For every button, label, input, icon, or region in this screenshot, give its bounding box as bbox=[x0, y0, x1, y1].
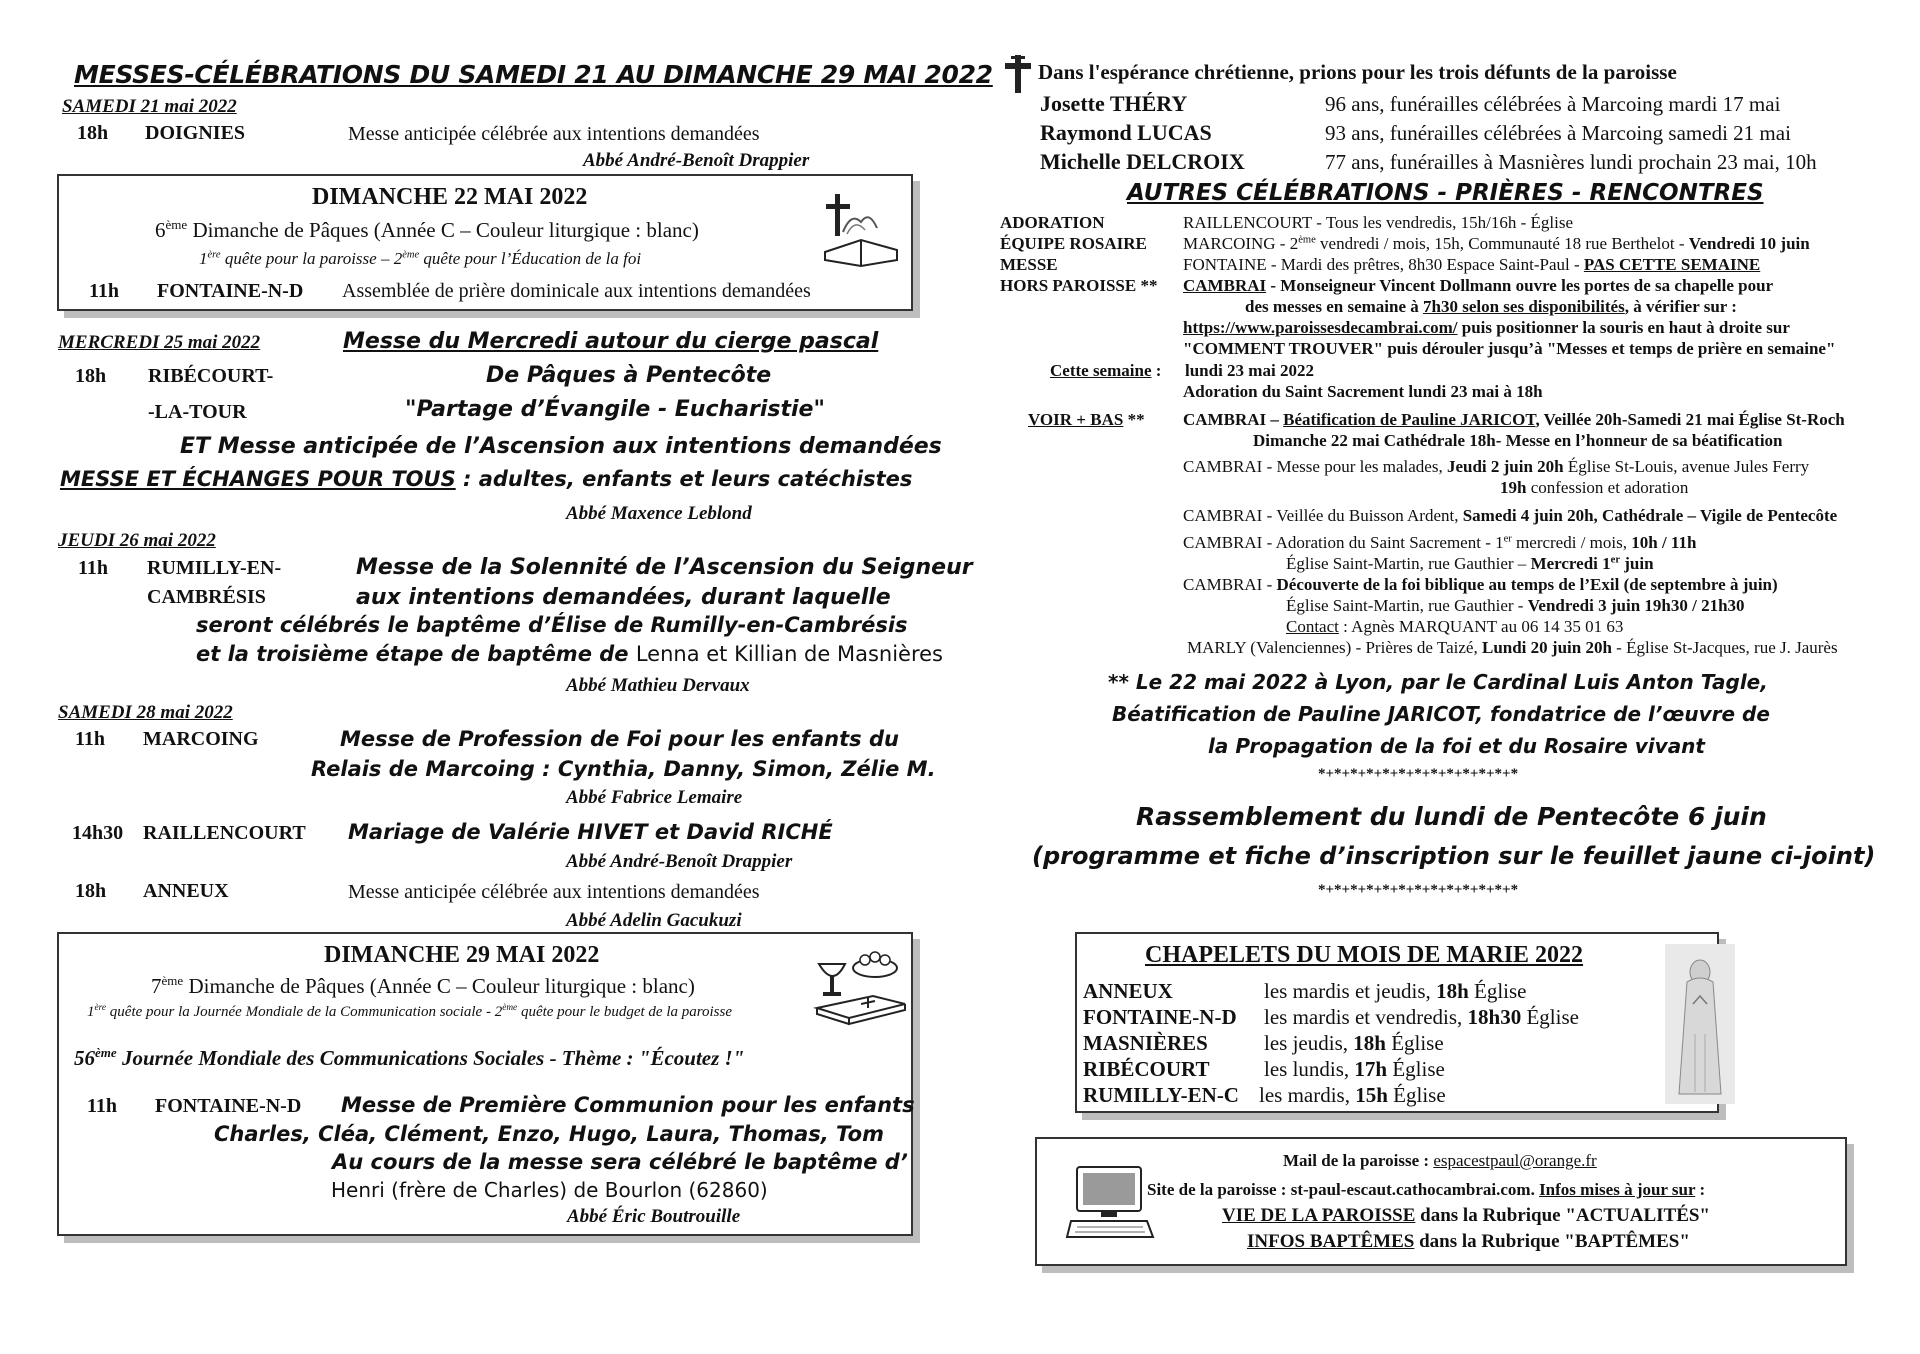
label-hors-paroisse: HORS PAROISSE ** bbox=[1000, 276, 1158, 295]
sun22-q-num: 1 bbox=[199, 249, 208, 268]
c6a: MARLY (Valenciennes) - Prières de Taizé, bbox=[1187, 638, 1482, 657]
text-cambrai-5-line2 bbox=[1286, 596, 1745, 616]
desc-samedi-21: Messe anticipée célébrée aux intentions demandées bbox=[348, 123, 760, 145]
hors-l2b: 7h30 selon ses disponibilités bbox=[1423, 297, 1625, 316]
sun29-sup: ème bbox=[161, 973, 184, 988]
c4f: juin bbox=[1620, 554, 1654, 573]
ch2c: Église bbox=[1385, 1031, 1444, 1055]
box-dimanche-29 bbox=[57, 932, 913, 1236]
c2c: Église St-Louis, avenue Jules Ferry bbox=[1563, 457, 1810, 476]
sun29-q-sup1: ère bbox=[94, 1003, 107, 1013]
priest-dimanche-29: Abbé Éric Boutrouille bbox=[567, 1206, 741, 1227]
ch2b: 18h bbox=[1353, 1031, 1386, 1055]
c1b: Béatification de Pauline JARICOT bbox=[1283, 410, 1536, 429]
text-cambrai-2-line1 bbox=[1183, 457, 1809, 477]
bapteme-etape-names: Lenna et Killian de Masnières bbox=[635, 642, 943, 666]
text-hors-line3 bbox=[1183, 318, 1790, 338]
text-jeudi-26-line2: aux intentions demandées, durant laquelle bbox=[356, 585, 891, 610]
chapelets-title: CHAPELETS DU MOIS DE MARIE 2022 bbox=[1145, 942, 1584, 968]
sun22-q-text1: quête pour la paroisse – 2 bbox=[220, 249, 403, 268]
mail-line bbox=[1283, 1151, 1597, 1171]
quete-dimanche-29 bbox=[87, 1004, 732, 1021]
text-marly bbox=[1187, 638, 1838, 658]
chapelet-schedule bbox=[1264, 1005, 1579, 1030]
infos-baptemes-link[interactable]: INFOS BAPTÊMES bbox=[1247, 1231, 1415, 1252]
text-cambrai-1-line1 bbox=[1183, 410, 1845, 430]
vie-paroisse-text: dans la Rubrique "ACTUALITÉS" bbox=[1415, 1205, 1710, 1226]
messe-b: PAS CETTE SEMAINE bbox=[1583, 255, 1761, 274]
text-jeudi-26-line4 bbox=[196, 642, 943, 666]
time-marcoing: 11h bbox=[75, 728, 106, 750]
text-mercredi-25-line4 bbox=[60, 467, 912, 491]
text-cambrai-4-line1 bbox=[1183, 533, 1696, 553]
text-adoration: RAILLENCOURT - Tous les vendredis, 15h/16h - Église bbox=[1183, 213, 1574, 232]
contact-box bbox=[1035, 1137, 1847, 1266]
defunt-name: Raymond LUCAS bbox=[1040, 120, 1212, 145]
priest-mercredi-25: Abbé Maxence Leblond bbox=[566, 503, 752, 524]
site-colon: : bbox=[1695, 1180, 1706, 1199]
paroisses-link[interactable]: https://www.paroissesdecambrai.com/ bbox=[1183, 318, 1458, 337]
lyon-line2: Béatification de Pauline JARICOT, fondatrice de l’œuvre de bbox=[1112, 702, 1770, 726]
c2a: CAMBRAI - Messe pour les malades, bbox=[1183, 457, 1447, 476]
sun29-q-text2: quête pour le budget de la paroisse bbox=[517, 1004, 733, 1020]
subtitle-dimanche-22 bbox=[155, 218, 699, 243]
text-semaine-line1: lundi 23 mai 2022 bbox=[1185, 361, 1314, 380]
chalice-bible-icon bbox=[813, 946, 909, 1036]
text-marcoing-line1: Messe de Profession de Foi pour les enfants du bbox=[340, 727, 899, 751]
ch0c: Église bbox=[1468, 979, 1527, 1003]
chapelet-schedule bbox=[1259, 1083, 1446, 1108]
sun29-q-text1: quête pour la Journée Mondiale de la Communication sociale - 2 bbox=[106, 1004, 503, 1020]
text-mercredi-25-line3: ET Messe anticipée de l’Ascension aux intentions demandées bbox=[180, 434, 942, 459]
hors-l2c: , à vérifier sur : bbox=[1624, 297, 1737, 316]
chapelet-place: MASNIÈRES bbox=[1083, 1031, 1208, 1055]
journee-sup: ème bbox=[95, 1045, 117, 1060]
text-jeudi-26-line3: seront célébrés le baptême d’Élise de Rumilly-en-Cambrésis bbox=[196, 613, 908, 637]
text-hors-line4: "COMMENT TROUVER" puis dérouler jusqu’à "Messes et temps de prière en semaine" bbox=[1183, 339, 1836, 358]
sun29-q-num: 1 bbox=[87, 1004, 95, 1020]
text-cambrai-5-line1 bbox=[1183, 575, 1778, 595]
journee-mondiale bbox=[74, 1046, 744, 1071]
lyon-line1: ** Le 22 mai 2022 à Lyon, par le Cardinal Luis Anton Tagle, bbox=[1108, 670, 1768, 694]
c1a: CAMBRAI – bbox=[1183, 410, 1284, 429]
rassemblement-line1: Rassemblement du lundi de Pentecôte 6 juin bbox=[1136, 802, 1767, 831]
time-raillencourt: 14h30 bbox=[72, 822, 124, 844]
c4d: Église Saint-Martin, rue Gauthier – bbox=[1286, 554, 1531, 573]
mail-link[interactable]: espacestpaul@orange.fr bbox=[1433, 1151, 1597, 1170]
title-dimanche-22: DIMANCHE 22 MAI 2022 bbox=[312, 184, 588, 210]
text-anneux: Messe anticipée célébrée aux intentions demandées bbox=[348, 881, 760, 903]
ch4a: les mardis, bbox=[1259, 1083, 1356, 1107]
c3a: CAMBRAI - Veillée du Buisson Ardent, bbox=[1183, 506, 1463, 525]
c5d: Vendredi 3 juin 19h30 / 21h30 bbox=[1527, 596, 1745, 615]
time-anneux: 18h bbox=[75, 880, 107, 902]
c4c: 10h / 11h bbox=[1631, 533, 1697, 552]
c2b: Jeudi 2 juin 20h bbox=[1446, 457, 1564, 476]
hors-l3: puis positionner la souris en haut à droite sur bbox=[1457, 318, 1790, 337]
c4esup: er bbox=[1610, 554, 1621, 566]
place-mercredi-25-line2: -LA-TOUR bbox=[148, 401, 247, 423]
headline-mercredi-25: Messe du Mercredi autour du cierge pascal bbox=[343, 329, 879, 354]
text-dimanche-29-line1: Messe de Première Communion pour les enfants bbox=[341, 1093, 915, 1117]
chapelet-schedule bbox=[1264, 979, 1527, 1004]
c5c: Église Saint-Martin, rue Gauthier - bbox=[1286, 596, 1528, 615]
c6c: - Église St-Jacques, rue J. Jaurès bbox=[1611, 638, 1838, 657]
text-cambrai-2-line2 bbox=[1500, 478, 1688, 498]
ch1b: 18h30 bbox=[1467, 1005, 1522, 1029]
defunt-name: Josette THÉRY bbox=[1040, 91, 1188, 116]
autres-title: AUTRES CÉLÉBRATIONS - PRIÈRES - RENCONTRES bbox=[1127, 180, 1764, 206]
text-cambrai-3 bbox=[1183, 506, 1837, 526]
ch1c: Église bbox=[1521, 1005, 1579, 1029]
sun29-num: 7 bbox=[151, 974, 162, 998]
messe-echanges-text: : adultes, enfants et leurs catéchistes bbox=[455, 467, 913, 491]
c5f: : Agnès MARQUANT au 06 14 35 01 63 bbox=[1338, 617, 1624, 636]
label-voir-plus-bas bbox=[1028, 410, 1145, 430]
c5b: Découverte de la foi biblique au temps de l’Exil (de septembre à juin) bbox=[1276, 575, 1778, 594]
chapelet-place: RIBÉCOURT bbox=[1083, 1057, 1210, 1081]
ch0a: les mardis et jeudis, bbox=[1264, 979, 1437, 1003]
sun29-q-sup2: ème bbox=[502, 1003, 518, 1013]
sun22-num: 6 bbox=[155, 218, 166, 242]
text-raillencourt: Mariage de Valérie HIVET et David RICHÉ bbox=[348, 820, 833, 844]
voir-label: VOIR + BAS bbox=[1028, 410, 1124, 429]
ch0b: 18h bbox=[1436, 979, 1469, 1003]
priest-raillencourt: Abbé André-Benoît Drappier bbox=[566, 851, 793, 872]
priest-samedi-21: Abbé André-Benoît Drappier bbox=[583, 150, 810, 171]
place-mercredi-25-line1: RIBÉCOURT- bbox=[148, 365, 274, 387]
c3b: Samedi 4 juin 20h, Cathédrale – Vigile de Pentecôte bbox=[1462, 506, 1838, 525]
c5a: CAMBRAI - bbox=[1183, 575, 1277, 594]
sun22-q-sup2: ème bbox=[402, 249, 420, 261]
rosaire-b: vendredi / mois, 15h, Communauté 18 rue Berthelot - bbox=[1315, 234, 1689, 253]
vie-paroisse-line bbox=[1222, 1205, 1710, 1227]
semaine-label: Cette semaine bbox=[1050, 361, 1152, 380]
ch3a: les lundis, bbox=[1264, 1057, 1355, 1081]
ch2a: les jeudis, bbox=[1264, 1031, 1354, 1055]
bapteme-etape-text: et la troisième étape de baptême de bbox=[196, 642, 636, 666]
c4a: CAMBRAI - Adoration du Saint Sacrement - 1 bbox=[1183, 533, 1504, 552]
voir-stars: ** bbox=[1123, 410, 1145, 429]
text-messe bbox=[1183, 255, 1760, 275]
text-mercredi-25-line1: De Pâques à Pentecôte bbox=[486, 363, 772, 388]
desc-dimanche-22: Assemblée de prière dominicale aux intentions demandées bbox=[342, 280, 811, 302]
site-info: Infos mises à jour sur bbox=[1539, 1180, 1696, 1199]
text-hors-line2 bbox=[1245, 297, 1737, 317]
messe-a: FONTAINE - Mardi des prêtres, 8h30 Espace Saint-Paul - bbox=[1183, 255, 1584, 274]
text-dimanche-29-line3: Au cours de la messe sera célébré le baptême d’ bbox=[332, 1150, 908, 1174]
lyon-line3: la Propagation de la foi et du Rosaire vivant bbox=[1208, 734, 1705, 758]
place-marcoing: MARCOING bbox=[143, 728, 259, 750]
text-cambrai-4-line2 bbox=[1286, 554, 1654, 574]
title-dimanche-29: DIMANCHE 29 MAI 2022 bbox=[324, 942, 600, 968]
chapelet-place: ANNEUX bbox=[1083, 979, 1173, 1003]
priest-jeudi-26: Abbé Mathieu Dervaux bbox=[566, 675, 750, 696]
sun22-sub-text: Dimanche de Pâques (Année C – Couleur liturgique : blanc) bbox=[187, 218, 699, 242]
text-cambrai-5-line3 bbox=[1286, 617, 1623, 637]
journee-num: 56 bbox=[74, 1046, 95, 1070]
c4e: Mercredi 1 bbox=[1530, 554, 1611, 573]
text-marcoing-line2: Relais de Marcoing : Cynthia, Danny, Simon, Zélie M. bbox=[311, 757, 936, 781]
star-divider-top: *+*+*+*+*+*+*+*+*+*+*+*+* bbox=[1318, 766, 1519, 782]
defunt-info: 93 ans, funérailles célébrées à Marcoing samedi 21 mai bbox=[1325, 121, 1791, 145]
main-title: MESSES-CÉLÉBRATIONS DU SAMEDI 21 AU DIMANCHE 29 MAI 2022 bbox=[74, 60, 993, 89]
time-dimanche-22: 11h bbox=[89, 280, 120, 302]
place-samedi-21: DOIGNIES bbox=[145, 122, 246, 144]
ch3c: Église bbox=[1387, 1057, 1445, 1081]
bible-cross-icon bbox=[821, 192, 901, 272]
virgin-mary-image bbox=[1665, 944, 1735, 1104]
hors-a: CAMBRAI bbox=[1183, 276, 1267, 295]
sun29-sub-text: Dimanche de Pâques (Année C – Couleur liturgique : blanc) bbox=[183, 974, 695, 998]
rassemblement-line2: (programme et fiche d’inscription sur le feuillet jaune ci-joint) bbox=[1032, 842, 1876, 870]
time-jeudi-26: 11h bbox=[78, 557, 109, 579]
chapelet-place: FONTAINE-N-D bbox=[1083, 1005, 1237, 1029]
text-hors-line1 bbox=[1183, 276, 1773, 296]
site-label: Site de la paroisse : st-paul-escaut.cathocambrai.com. bbox=[1147, 1180, 1540, 1199]
text-rosaire bbox=[1183, 234, 1810, 254]
ch1a: les mardis et vendredis, bbox=[1264, 1005, 1468, 1029]
defunts-title: Dans l'espérance chrétienne, prions pour les trois défunts de la paroisse bbox=[1038, 60, 1677, 84]
ch4c: Église bbox=[1387, 1083, 1446, 1107]
date-mercredi-25: MERCREDI 25 mai 2022 bbox=[58, 332, 261, 353]
place-raillencourt: RAILLENCOURT bbox=[143, 822, 306, 844]
hors-b: - Monseigneur Vincent Dollmann ouvre les portes de sa chapelle pour bbox=[1266, 276, 1774, 295]
label-rosaire: ÉQUIPE ROSAIRE bbox=[1000, 234, 1147, 253]
subtitle-dimanche-29 bbox=[151, 974, 695, 999]
time-samedi-21: 18h bbox=[77, 122, 109, 144]
chapelet-place: RUMILLY-EN-C bbox=[1083, 1083, 1239, 1107]
rosaire-sup: ème bbox=[1298, 234, 1316, 246]
text-cambrai-1-line2: Dimanche 22 mai Cathédrale 18h- Messe en l’honneur de sa béatification bbox=[1253, 431, 1783, 450]
hors-l2a: des messes en semaine à bbox=[1245, 297, 1424, 316]
infos-baptemes-line bbox=[1247, 1231, 1690, 1253]
mail-label: Mail de la paroisse : bbox=[1283, 1151, 1434, 1170]
place-anneux: ANNEUX bbox=[143, 880, 229, 902]
c6b: Lundi 20 juin 20h bbox=[1481, 638, 1612, 657]
time-mercredi-25: 18h bbox=[75, 365, 107, 387]
c4sup: er bbox=[1503, 533, 1512, 545]
text-dimanche-29-line2: Charles, Cléa, Clément, Enzo, Hugo, Laura, Thomas, Tom bbox=[214, 1122, 884, 1146]
c4b: mercredi / mois, bbox=[1511, 533, 1632, 552]
infos-baptemes-text: dans la Rubrique "BAPTÊMES" bbox=[1414, 1231, 1690, 1252]
vie-paroisse-link[interactable]: VIE DE LA PAROISSE bbox=[1222, 1205, 1416, 1226]
sun22-sup: ème bbox=[165, 217, 188, 232]
place-jeudi-26-line1: RUMILLY-EN- bbox=[147, 557, 282, 579]
label-cette-semaine bbox=[1050, 361, 1161, 381]
text-jeudi-26-line1: Messe de la Solennité de l’Ascension du Seigneur bbox=[356, 555, 973, 580]
defunt-info: 96 ans, funérailles célébrées à Marcoing mardi 17 mai bbox=[1325, 92, 1781, 116]
c2d: 19h bbox=[1500, 478, 1527, 497]
ch3b: 17h bbox=[1354, 1057, 1388, 1081]
c2e: confession et adoration bbox=[1526, 478, 1689, 497]
date-jeudi-26: JEUDI 26 mai 2022 bbox=[58, 530, 216, 551]
defunt-name: Michelle DELCROIX bbox=[1040, 149, 1245, 174]
label-messe: MESSE bbox=[1000, 255, 1058, 274]
semaine-colon: : bbox=[1151, 361, 1162, 380]
text-dimanche-29-line4: Henri (frère de Charles) de Bourlon (62860) bbox=[331, 1178, 768, 1202]
computer-icon bbox=[1067, 1163, 1153, 1241]
label-adoration: ADORATION bbox=[1000, 213, 1105, 232]
place-jeudi-26-line2: CAMBRÉSIS bbox=[147, 586, 266, 608]
date-samedi-28: SAMEDI 28 mai 2022 bbox=[58, 702, 233, 723]
rosaire-c: Vendredi 10 juin bbox=[1688, 234, 1810, 253]
date-samedi-21: SAMEDI 21 mai 2022 bbox=[62, 96, 237, 117]
sun22-q-sup1: ère bbox=[207, 249, 221, 261]
quete-dimanche-22 bbox=[199, 249, 641, 269]
text-semaine-line2: Adoration du Saint Sacrement lundi 23 mai à 18h bbox=[1183, 382, 1543, 401]
box-dimanche-22 bbox=[57, 174, 913, 311]
chapelets-box bbox=[1075, 932, 1719, 1113]
chapelet-schedule bbox=[1264, 1031, 1444, 1056]
site-line bbox=[1147, 1180, 1705, 1200]
c5e: Contact bbox=[1286, 617, 1339, 636]
ch4b: 15h bbox=[1355, 1083, 1388, 1107]
time-dimanche-29: 11h bbox=[87, 1095, 118, 1117]
chapelet-schedule bbox=[1264, 1057, 1445, 1082]
place-dimanche-29: FONTAINE-N-D bbox=[155, 1095, 302, 1117]
rosaire-a: MARCOING - 2 bbox=[1183, 234, 1299, 253]
priest-marcoing: Abbé Fabrice Lemaire bbox=[566, 787, 743, 808]
text-mercredi-25-line2: "Partage d’Évangile - Eucharistie" bbox=[405, 397, 825, 422]
priest-anneux: Abbé Adelin Gacukuzi bbox=[566, 910, 742, 931]
defunt-info: 77 ans, funérailles à Masnières lundi prochain 23 mai, 10h bbox=[1325, 150, 1817, 174]
journee-text: Journée Mondiale des Communications Sociales - Thème : "Écoutez !" bbox=[116, 1046, 745, 1070]
place-dimanche-22: FONTAINE-N-D bbox=[157, 280, 304, 302]
star-divider-bottom: *+*+*+*+*+*+*+*+*+*+*+*+* bbox=[1318, 882, 1519, 898]
c1c: , Veillée 20h-Samedi 21 mai Église St-Roch bbox=[1535, 410, 1845, 429]
cross-icon bbox=[1003, 55, 1033, 93]
messe-echanges-label: MESSE ET ÉCHANGES POUR TOUS bbox=[60, 467, 456, 491]
sun22-q-text2: quête pour l’Éducation de la foi bbox=[419, 249, 642, 268]
